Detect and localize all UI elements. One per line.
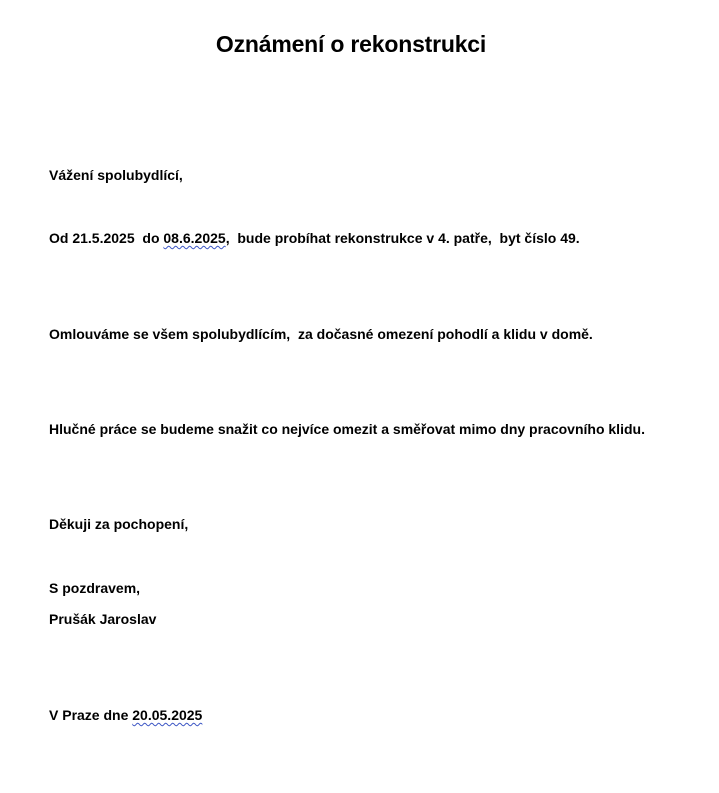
thanks-line: Děkuji za pochopení,	[49, 516, 189, 532]
place-date-line	[49, 706, 202, 724]
greeting-line: Vážení spolubydlící,	[49, 167, 183, 183]
place-date-prefix: V Praze dne	[49, 707, 133, 723]
noise-note-line: Hlučné práce se budeme snažit co nejvíce omezit a směřovat mimo dny pracovního klidu.	[49, 421, 645, 437]
reconstruction-period-line	[49, 229, 580, 247]
period-prefix: Od 21.5.2025 do	[49, 230, 164, 246]
apology-line: Omlouváme se všem spolubydlícím, za dočasné omezení pohodlí a klidu v domě.	[49, 326, 593, 342]
document-title: Oznámení o rekonstrukci	[215, 31, 487, 57]
period-suffix: , bude probíhat rekonstrukce v 4. patře, byt číslo 49.	[225, 230, 580, 246]
place-date-value: 20.05.2025	[132, 707, 203, 723]
period-end-date: 08.6.2025	[163, 230, 226, 246]
closing-line: S pozdravem,	[49, 580, 141, 596]
signature-line: Prušák Jaroslav	[49, 611, 157, 627]
